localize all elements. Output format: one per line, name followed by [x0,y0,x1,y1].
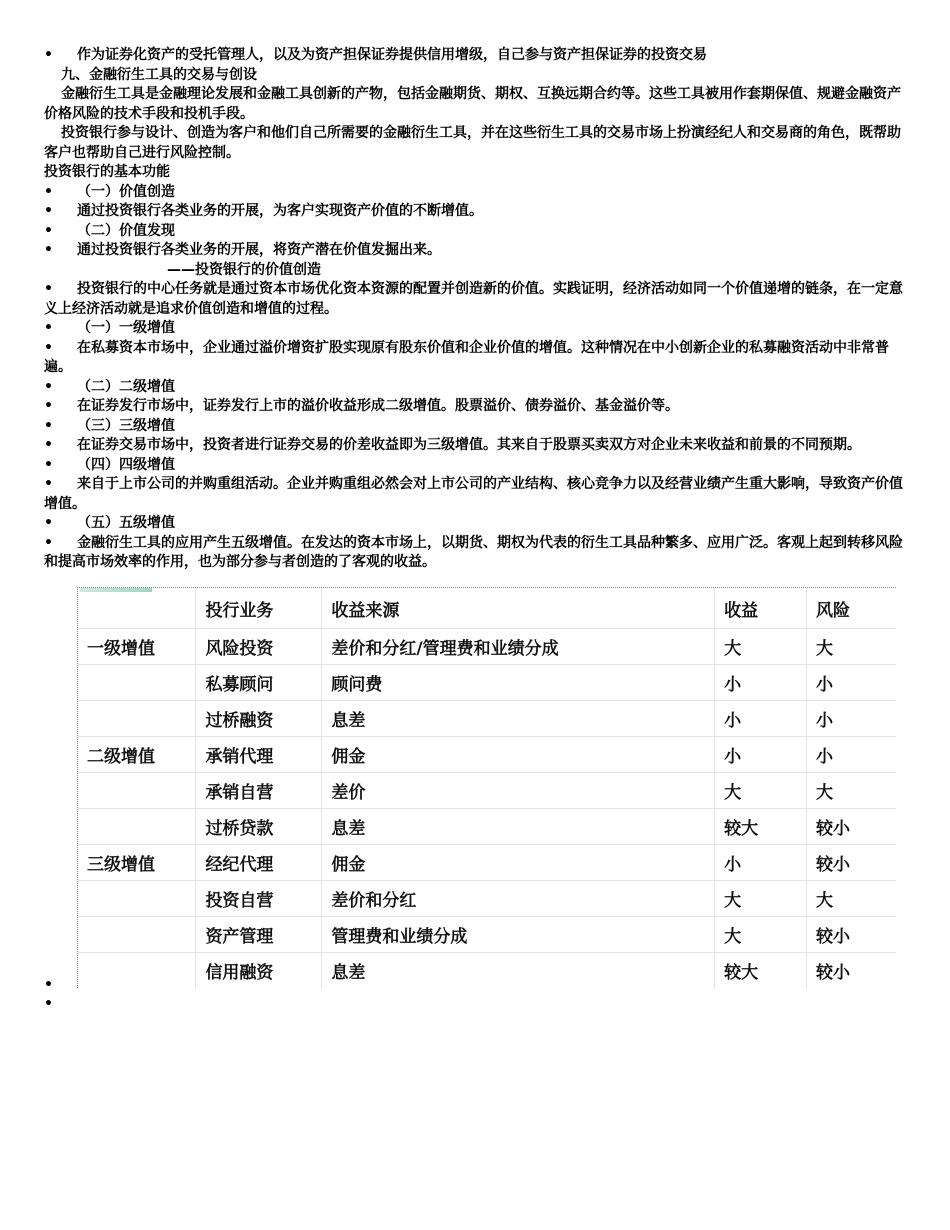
table-cell: 息差 [322,953,715,989]
bullet-dot: • [44,242,53,258]
table-cell: 风险投资 [196,629,322,665]
bullet-paragraph [44,46,906,66]
table-cell: 小 [715,737,807,773]
bullet-paragraph [44,202,906,222]
table-header-cell: 收益来源 [322,588,715,629]
table-cell: 差价 [322,773,715,809]
table-header-cell [78,588,196,629]
bullet-paragraph [44,417,906,437]
table-cell: 较大 [715,809,807,845]
bullet-dot: • [44,534,53,551]
bullet-paragraph [44,456,906,476]
bullet-paragraph [44,280,906,319]
bullet-paragraph [44,514,906,534]
bullet-dot: • [44,437,53,453]
section-heading: 九、金融衍生工具的交易与创设 [61,66,257,83]
bullet-paragraph [44,319,906,339]
section-heading: 投资银行的基本功能 [44,164,170,180]
table-row [78,665,896,701]
table-cell: 差价和分红/管理费和业绩分成 [322,629,715,665]
table-cell: 息差 [322,809,715,845]
table-row [78,917,896,953]
paragraph-text: 在证券发行市场中，证券发行上市的溢价收益形成二级增值。股票溢价、债券溢价、基金溢价等。 [77,398,679,414]
table-cell [78,917,196,953]
table-cell [78,665,196,701]
bullet-dot: • [44,378,53,395]
table-cell [78,701,196,737]
bullet-dot: • [44,977,53,993]
paragraph-text: （三）三级增值 [77,417,175,434]
table-cell: 大 [807,629,896,665]
value-creation-table [78,588,896,988]
paragraph-text: （一）价值创造 [77,183,175,200]
bullet-dot: • [44,281,53,297]
paragraph: 金融衍生工具是金融理论发展和金融工具创新的产物，包括金融期货、期权、互换远期合约等。这些工具被用作套期保值、规避金融资产价格风险的技术手段和投机手段。 [44,86,901,122]
table-cell: 差价和分红 [322,881,715,917]
paragraph-text: 在证券交易市场中，投资者进行证券交易的价差收益即为三级增值。其来自于股票买卖双方对企业未来收益和前景的不同预期。 [77,437,861,453]
bullet-dot: • [44,476,53,492]
table-cell [78,881,196,917]
table-cell: 大 [715,881,807,917]
table-row [78,881,896,917]
document-body [44,46,906,573]
table-cell: 小 [715,845,807,881]
table-header-cell: 风险 [807,588,896,629]
paragraph-text: 金融衍生工具的应用产生五级增值。在发达的资本市场上，以期货、期权为代表的衍生工具品种繁多、应用广泛。客观上起到转移风险和提高市场效率的作用，也为部分参与者创造的了客观的收益。 [44,534,903,570]
table-cell: 较小 [807,953,896,989]
bullet-paragraph [44,378,906,398]
bullet-dot: • [44,222,53,239]
paragraph-text: （二）二级增值 [77,378,175,395]
table-cell: 较小 [807,809,896,845]
table-cell: 大 [807,881,896,917]
table-cell: 佣金 [322,845,715,881]
table-cell: 私募顾问 [196,665,322,701]
bullet-dot: • [44,398,53,414]
table-cell: 息差 [322,701,715,737]
bullet-dot: • [44,203,53,219]
table-cell: 较小 [807,917,896,953]
table-row [78,845,896,881]
paragraph-text: 作为证券化资产的受托管理人，以及为资产担保证券提供信用增级，自己参与资产担保证券的投资交易 [77,47,707,63]
table-row [78,737,896,773]
table-cell: 大 [715,629,807,665]
table-row [78,809,896,845]
table-cell: 资产管理 [196,917,322,953]
bullet-dot: • [44,320,53,336]
table-cell: 三级增值 [78,845,196,881]
bullet-paragraph [44,475,906,514]
subheading: ——投资银行的价值创造 [167,261,321,278]
paragraph-text: （五）五级增值 [77,515,175,531]
table-cell: 较大 [715,953,807,989]
table-cell: 二级增值 [78,737,196,773]
paragraph-text: 通过投资银行各类业务的开展，将资产潜在价值发掘出来。 [77,242,441,258]
table-cell: 过桥贷款 [196,809,322,845]
table-cell: 较小 [807,845,896,881]
paragraph-text: 来自于上市公司的并购重组活动。企业并购重组必然会对上市公司的产业结构、核心竞争力以及经营业绩产生重大影响，导致资产价值增值。 [44,476,903,512]
table-cell: 大 [715,917,807,953]
table-cell [78,773,196,809]
table-cell: 过桥融资 [196,701,322,737]
bullet-paragraph [44,397,906,417]
bullet-paragraph [44,436,906,456]
bullet-dot: • [44,515,53,531]
bullet-paragraph [44,241,906,261]
paragraph: 投资银行参与设计、创造为客户和他们自己所需要的金融衍生工具，并在这些衍生工具的交易市场上扮演经纪人和交易商的角色，既帮助客户也帮助自己进行风险控制。 [44,125,901,161]
paragraph-text: 通过投资银行各类业务的开展，为客户实现资产价值的不断增值。 [77,203,483,219]
table-cell: 小 [715,701,807,737]
table-header-row [78,588,896,629]
table-cell: 小 [715,665,807,701]
bullet-dot: • [44,456,53,473]
bullet-paragraph [44,339,906,378]
table-cell: 承销代理 [196,737,322,773]
table-cell: 大 [807,773,896,809]
trailing-bullets [44,976,53,1014]
table-corner-decoration [80,588,152,592]
bullet-dot: • [44,183,53,200]
table-row [78,773,896,809]
table-row [78,953,896,989]
table-cell: 经纪代理 [196,845,322,881]
paragraph-text: （二）价值发现 [77,222,175,239]
paragraph-text: 在私募资本市场中，企业通过溢价增资扩股实现原有股东价值和企业价值的增值。这种情况在中小创新企业的私募融资活动中非常普遍。 [44,339,889,375]
table-cell: 小 [807,701,896,737]
table-header-cell: 收益 [715,588,807,629]
table-cell: 顾问费 [322,665,715,701]
table-cell: 佣金 [322,737,715,773]
paragraph-text: （一）一级增值 [77,320,175,336]
bullet-dot: • [44,996,53,1012]
bullet-dot: • [44,47,53,63]
bullet-paragraph [44,534,906,573]
table-row [78,701,896,737]
table-row [78,629,896,665]
table-cell: 信用融资 [196,953,322,989]
table-cell: 管理费和业绩分成 [322,917,715,953]
table-cell: 大 [715,773,807,809]
bullet-dot: • [44,417,53,434]
table-cell: 承销自营 [196,773,322,809]
paragraph-text: （四）四级增值 [77,456,175,473]
table-cell: 投资自营 [196,881,322,917]
table-header-cell: 投行业务 [196,588,322,629]
bullet-paragraph [44,222,906,242]
table-cell [78,809,196,845]
bullet-dot: • [44,339,53,356]
paragraph-text: 投资银行的中心任务就是通过资本市场优化资本资源的配置并创造新的价值。实践证明，经济活动如同一个价值递增的链条，在一定意义上经济活动就是追求价值创造和增值的过程。 [44,281,903,317]
value-table-image [77,587,896,988]
bullet-paragraph [44,183,906,203]
table-cell: 小 [807,737,896,773]
table-cell: 小 [807,665,896,701]
table-cell [78,953,196,989]
table-cell: 一级增值 [78,629,196,665]
